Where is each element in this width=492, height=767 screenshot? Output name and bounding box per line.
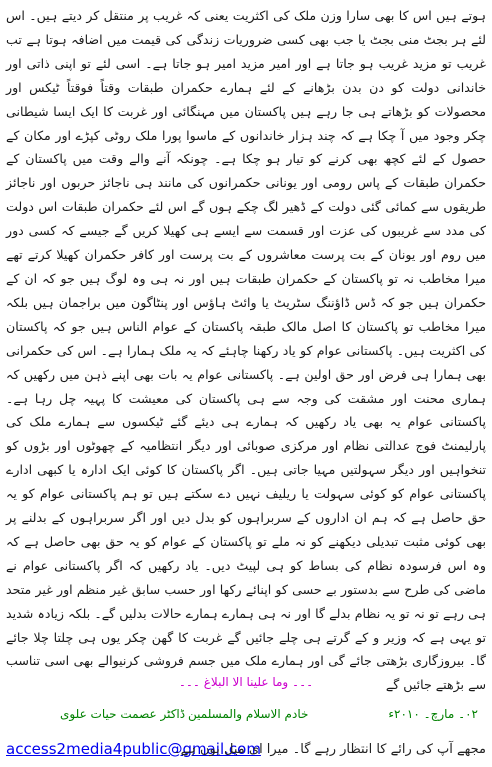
author-title: خادم الاسلام والمسلمین bbox=[188, 707, 309, 721]
author-name: ڈاکٹر عصمت حیات علوی bbox=[60, 707, 186, 721]
article-body bbox=[6, 4, 486, 697]
article-paragraph: ہوتے ہیں اس کا بھی سارا وزن ملک کی اکثریت یعنی کہ غریب پر منتقل کر دیتے ہیں۔ اس لئے ہر بجٹ منی بجٹ یا جب بھی کسی ضروریات زندگی کی قیمت میں اضافہ ہوتا ہے تب غریب تو مزید غریب ہو جاتا ہے اور امیر مزید امیر ہو جاتا ہے۔ اسی لئے تو اپنی ذاتی اور خاندانی دولت کو دن بدن بڑھانے کے لئے ہمارے حکمران طبقات وقتاً فوقتاً ٹیکس اور محصولات کو بڑھاتے ہی جا رہے ہیں پاکستان میں مہنگائی اور غربت کا ایک ایسا شیطانی چکر وجود میں آ چکا ہے کہ چند ہزار خاندانوں کے ماسوا پورا ملک روٹی کپڑے اور مکان کے حصول کے لئے کچھ بھی کرنے کو تیار ہو چکا ہے۔ چونکہ آنے والے وقت میں پاکستان کے حکمران طبقات کے پاس رومی اور یونانی حکمرانوں کی مانند ہی ناجائز حربوں اور ناجائز طریقوں سے کمائی گئی دولت کے ڈھیر لگ چکے ہوں گے اس لئے حکمران طبقات اس دولت کی مدد سے غریبوں کی عزت اور قسمت سے ایسے ہی کھیلا کریں گے جیسے کہ کسی دور میں روم اور یونان کے بت پرست معاشروں کے بت پرست اور کافر حکمران کھیلا کرتے تھے میرا مخاطب نہ تو پاکستان کے حکمران طبقات ہیں اور نہ ہی وہ لوگ ہیں جو کہ ان کے حکمران ہیں جو کہ ڈس ڈاؤننگ سٹریٹ یا وائٹ ہاؤس اور پنٹاگون میں براجمان ہیں بلکہ میرا مخاطب تو پاکستان کا اصل مالک طبقہ پاکستان کے عوام الناس ہیں جو کہ پاکستان کی اکثریت ہیں۔ پاکستانی عوام کو یاد رکھنا چاہئے کہ یہ ملک ہمارا ہے۔ اس کی حکمرانی بھی ہمارا ہی فرض اور حق اولین ہے۔ پاکستانی عوام یہ بات بھی اپنے ذہن میں رکھیں کہ ہماری محنت اور مشقت کی وجہ سے ہی پاکستان کی معیشت کا پہیہ چل رہا ہے۔ پاکستانی عوام یہ بھی یاد رکھیں کہ ہمارے ہی دیئے گئے ٹیکسوں سے ہمارے ملک کی پارلیمنٹ فوج عدالتی نظام اور مرکزی صوبائی اور دیگر انتظامیہ کے چھوٹوں اور بڑوں کو تنخواہیں اور دیگر سہولتیں مہیا جاتی ہیں۔ اگر پاکستان کا کوئی ایک ادارہ یا کبھی ادارے پاکستانی عوام کو کوئی سہولت یا ریلیف نہیں دے سکتے ہیں تو ہم پاکستانی عوام کو یہ حق حاصل ہے کہ ہم ان اداروں کے سربراہوں کو بدل دیں اور اگر سربراہوں کے بدلنے پر بھی کوئی مثبت تبدیلی دیکھنے کو نہ ملے تو پاکستان کے عوام کو یہ حق بھی حاصل ہے کہ وہ اس فرسودہ نظام کی بساط کو ہی لپیٹ دیں۔ یاد رکھیں کہ اگر پاکستانی عوام نے ماضی کی طرح سے بدستور بے حسی کو اپنائے رکھا اور حسب سابق غیر منظم اور غیر متحد ہی رہے تو نہ تو یہ نظام بدلے گا اور نہ ہی ہمارے ہمارے حالات بدلیں گے۔ بلکہ زیادہ شدید تو یہی ہے کہ وزیر و کے گرتے ہی چلے جائیں گے غربت کا گھن چکر یوں ہی چلتا چلا جائے گا۔ بیروزگاری بڑھتی جائے گی اور ہمارے ملک میں جسم فروشی کرنیوالے بھی اسی تناسب سے بڑھتے جائیں گے bbox=[6, 8, 486, 693]
feedback-note: مجھے آپ کی رائے کا انتظار رہے گا۔ میرا ای میل یوں ہے۔ bbox=[173, 742, 486, 757]
contact-footer bbox=[6, 740, 486, 764]
closing-line: ۔۔۔ وما علینا الا البلاغ ۔۔۔ bbox=[178, 675, 314, 689]
signature-row bbox=[0, 707, 492, 729]
email-link[interactable]: access2media4public@gmail.com bbox=[6, 740, 261, 758]
publish-date: ۰۲۔ مارچ۔ ۲۰۱۰ء bbox=[388, 707, 478, 721]
